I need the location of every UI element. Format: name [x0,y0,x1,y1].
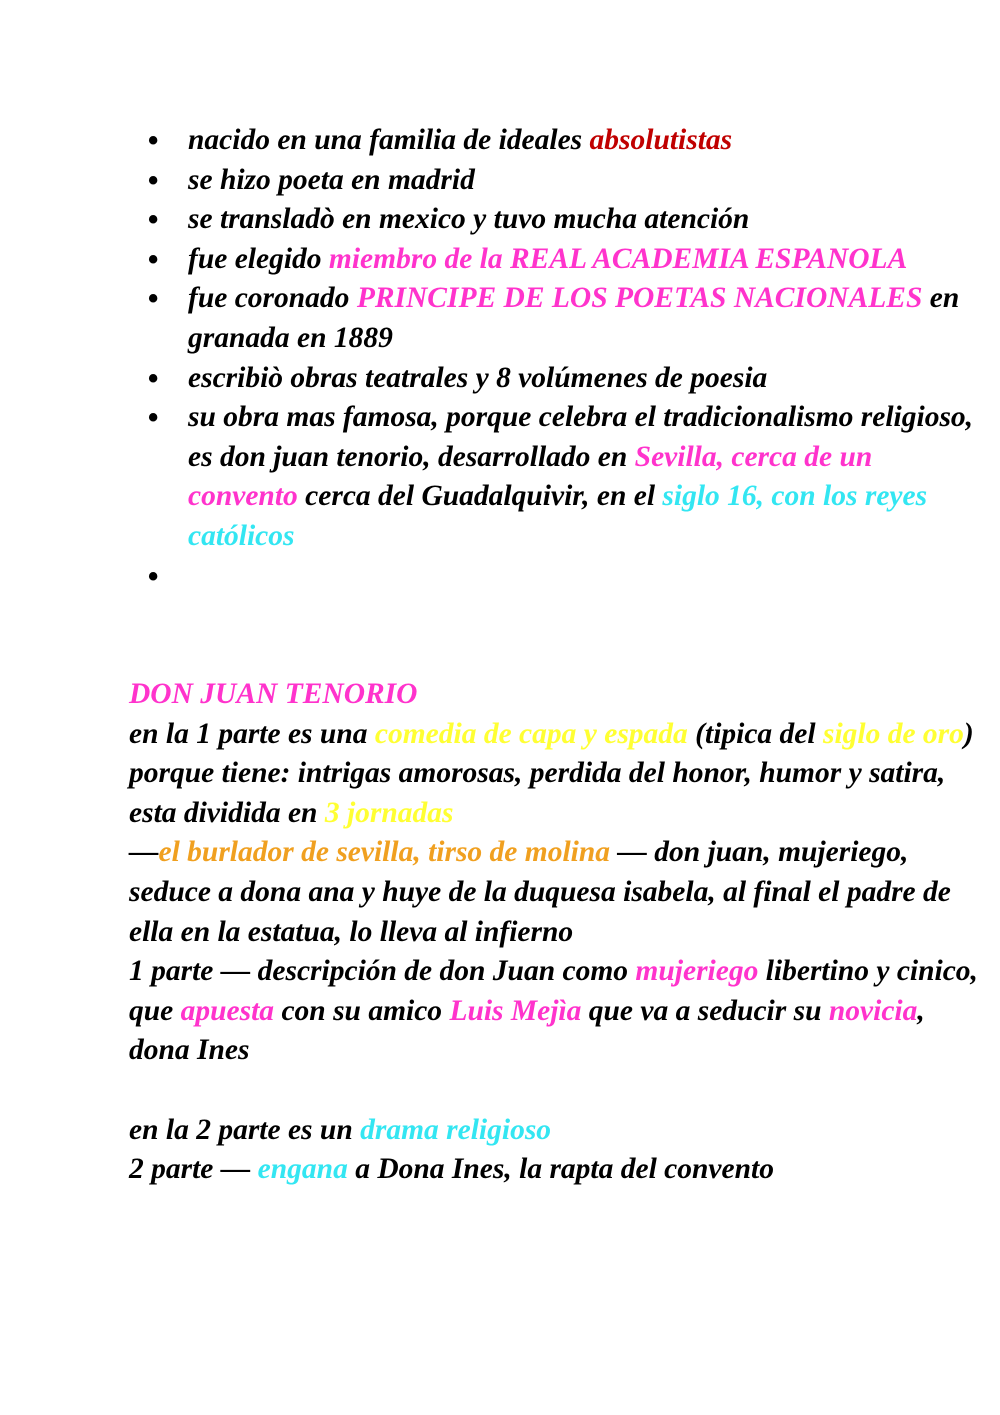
bullet-item: • nacido en una familia de ideales absolutistas [148,121,978,161]
paragraph-burlador: —el burlador de sevilla, tirso de molina — don juan, mujeriego, seduce a dona ana y huye de la duquesa isabela, al final el padre de ella en la estatua, lo lleva al infierno [129,836,951,948]
bullet-item: • se hizo poeta en madrid [148,161,978,201]
bullet-item: • fue elegido miembro de la REAL ACADEMIA ESPANOLA [148,240,978,280]
bullet-item: • fue coronado PRINCIPE DE LOS POETAS NACIONALES en granada en 1889 [148,279,978,358]
bullet-item-empty [148,557,978,597]
bullet-icon: • [148,401,159,435]
bullet-item: • su obra mas famosa, porque celebra el tradicionalismo religioso, es don juan tenorio, desarrollado en Sevilla, cerca de un convento cerca del Guadalquivir, en el siglo 16, con los reyes católicos [148,398,978,556]
bullet-icon: • [148,124,159,157]
bullet-icon: • [148,163,159,197]
bullet-icon: • [148,242,159,276]
bullet-icon: • [148,203,159,237]
bullet-icon: • [148,559,159,593]
bullet-icon: • [148,361,159,395]
paragraph-1-parte: 1 parte — descripción de don Juan como mujeriego libertino y cinico, que apuesta con su amico Luis Mejìa que va a seducir su novicia, dona Ines [129,955,978,1067]
bullet-icon: • [148,282,159,316]
paragraph-parte-2: en la 2 parte es un drama religioso [129,1113,552,1146]
bullet-item: • se transladò en mexico y tuvo mucha atención [148,200,978,240]
blank-line [129,1071,989,1111]
paragraph-parte-1: en la 1 parte es una comedia de capa y espada (tipica del siglo de oro) porque tiene: intrigas amorosas, perdida del honor, humor y satira, esta dividida en 3 jornadas [129,717,974,829]
bullet-item: • escribiò obras teatrales y 8 volúmenes de poesia [148,359,978,399]
body-text [129,675,989,1190]
section-title: DON JUAN TENORIO [129,678,418,710]
bullet-list [148,121,978,596]
paragraph-2-parte: 2 parte — engana a Dona Ines, la rapta del convento [129,1153,774,1186]
